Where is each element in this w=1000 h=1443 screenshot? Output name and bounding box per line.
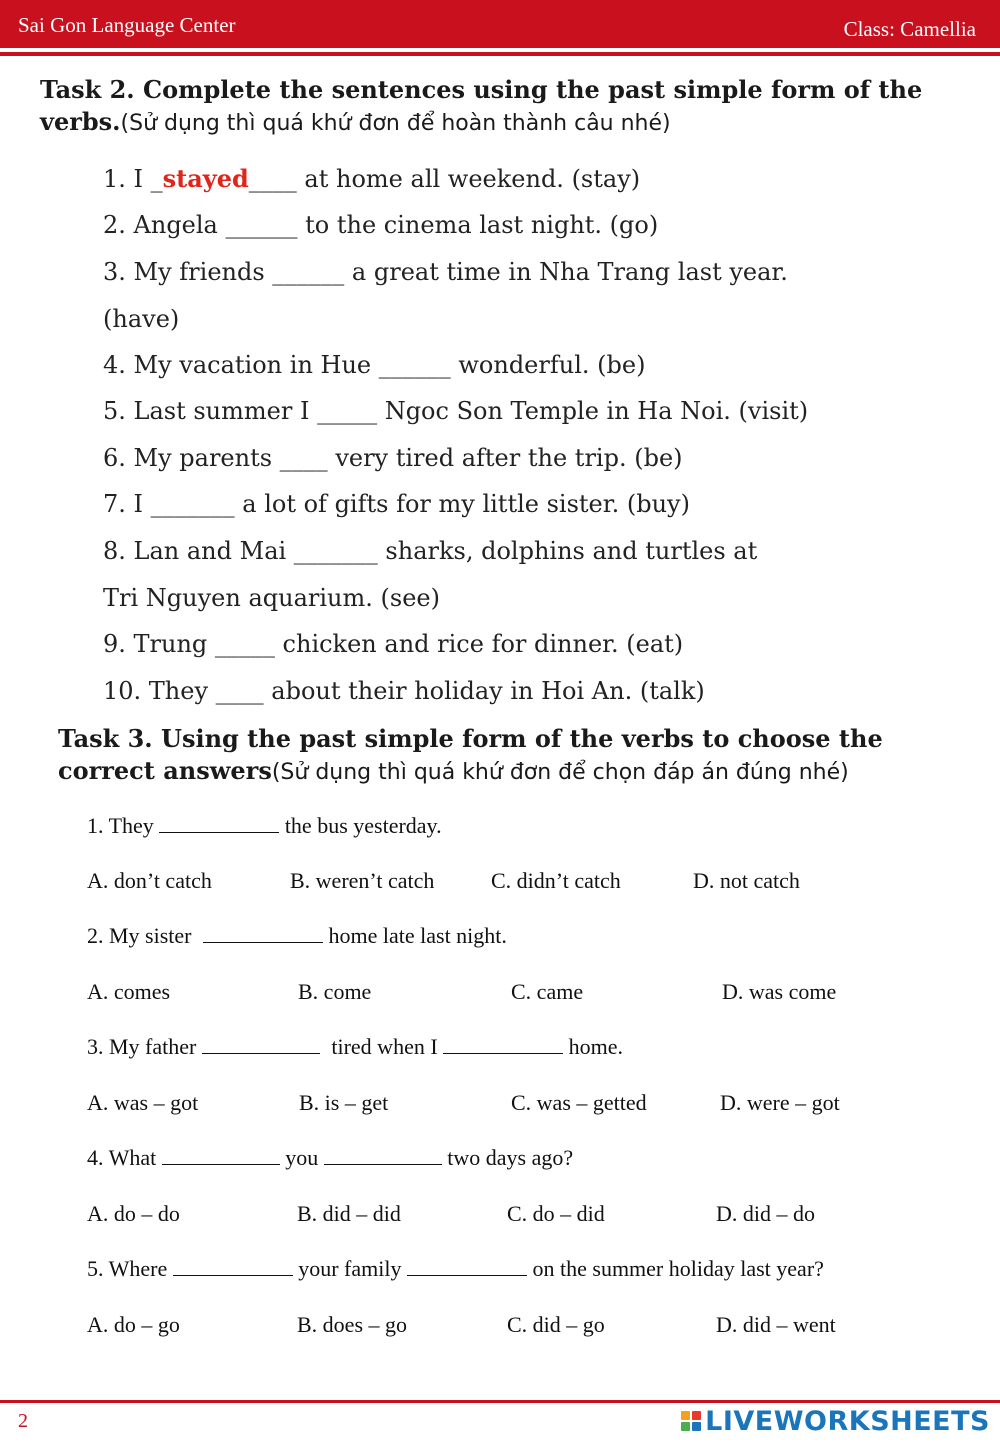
class-name: Class: Camellia [843,17,976,41]
q1-option-b[interactable]: B. weren’t catch [290,868,435,893]
q4-option-c[interactable]: C. do – did [507,1201,605,1226]
task2-item-2[interactable]: 2. Angela ______ to the cinema last night. (go) [103,211,659,239]
task3-title-note: (Sử dụng thì quá khứ đơn để chọn đáp án đúng nhé) [271,760,849,785]
q4-option-b[interactable]: B. did – did [297,1201,401,1226]
task2-item-8[interactable]: 8. Lan and Mai _______ sharks, dolphins and turtles at [103,537,758,565]
q3-option-b[interactable]: B. is – get [299,1090,389,1115]
task2-item-4[interactable]: 4. My vacation in Hue ______ wonderful. (be) [103,351,646,379]
task3-question-1 [87,813,442,839]
q2-option-a[interactable]: A. comes [87,979,171,1004]
task2-title [40,74,940,139]
header-divider [0,52,1000,56]
footer-divider [0,1400,1000,1403]
q2-option-b[interactable]: B. come [298,979,372,1004]
task3-question-3 [87,1034,623,1060]
q1-option-d[interactable]: D. not catch [693,868,800,893]
q4-part-3: two days ago? [447,1145,574,1170]
task2-item-1-prefix: 1. I _ [103,165,163,193]
liveworksheets-logo[interactable] [681,1404,990,1438]
logo-text: LIVEWORKSHEETS [705,1405,990,1437]
task2-item-1 [103,164,640,194]
q5-option-d[interactable]: D. did – went [716,1312,836,1337]
q1-blank-1[interactable] [159,814,279,833]
task3-title-main: Task 3. Using the past simple form of the verbs to choose the correct answers [58,724,883,785]
q1-part-2: the bus yesterday. [284,813,442,838]
task2-item-3-cont: (have) [103,305,180,333]
q5-blank-1[interactable] [173,1257,293,1276]
q2-part-2: home late last night. [328,923,507,948]
q1-option-c[interactable]: C. didn’t catch [491,868,621,893]
q5-part-2: your family [298,1256,402,1281]
q4-blank-1[interactable] [162,1146,280,1165]
q1-part-1: 1. They [87,813,154,838]
q2-option-c[interactable]: C. came [511,979,584,1004]
task2-item-3[interactable]: 3. My friends ______ a great time in Nha Trang last year. [103,258,788,286]
q3-option-d[interactable]: D. were – got [720,1090,840,1115]
task2-item-9[interactable]: 9. Trung _____ chicken and rice for dinner. (eat) [103,630,684,658]
task2-item-7[interactable]: 7. I _______ a lot of gifts for my little sister. (buy) [103,490,690,518]
q4-blank-2[interactable] [324,1146,442,1165]
q3-blank-2[interactable] [443,1035,563,1054]
task2-item-6[interactable]: 6. My parents ____ very tired after the trip. (be) [103,444,683,472]
q2-option-d[interactable]: D. was come [722,979,837,1004]
q3-part-1: 3. My father [87,1034,197,1059]
header-bar [0,0,1000,48]
logo-grid-icon [681,1411,701,1431]
q3-option-c[interactable]: C. was – getted [511,1090,647,1115]
q1-option-a[interactable]: A. don’t catch [87,868,212,893]
school-name: Sai Gon Language Center [18,13,236,37]
task2-item-10[interactable]: 10. They ____ about their holiday in Hoi An. (talk) [103,677,705,705]
task2-item-1-suffix: ____ at home all weekend. (stay) [248,165,641,193]
q2-part-1: 2. My sister [87,923,192,948]
q3-part-3: home. [568,1034,624,1059]
task2-item-8-cont: Tri Nguyen aquarium. (see) [103,584,440,612]
task2-item-1-answer[interactable]: stayed [162,164,249,193]
q5-option-b[interactable]: B. does – go [297,1312,407,1337]
task2-item-5[interactable]: 5. Last summer I _____ Ngoc Son Temple in Ha Noi. (visit) [103,397,809,425]
task3-question-5 [87,1256,824,1282]
q5-part-3: on the summer holiday last year? [532,1256,824,1281]
q3-part-2: tired when I [331,1034,438,1059]
q5-option-a[interactable]: A. do – go [87,1312,180,1337]
q2-blank-1[interactable] [203,924,323,943]
q4-part-1: 4. What [87,1145,157,1170]
task3-title [58,723,978,788]
q4-option-a[interactable]: A. do – do [87,1201,180,1226]
q3-blank-1[interactable] [202,1035,320,1054]
q5-option-c[interactable]: C. did – go [507,1312,605,1337]
task3-question-4 [87,1145,573,1171]
task3-question-2 [87,923,507,949]
q3-option-a[interactable]: A. was – got [87,1090,199,1115]
q5-blank-2[interactable] [407,1257,527,1276]
q4-part-2: you [285,1145,319,1170]
task2-title-note: (Sử dụng thì quá khứ đơn để hoàn thành câu nhé) [120,111,671,136]
q5-part-1: 5. Where [87,1256,168,1281]
q4-option-d[interactable]: D. did – do [716,1201,815,1226]
page-number: 2 [18,1410,28,1432]
task2-title-main: Task 2. Complete the sentences using the past simple form of the verbs. [40,75,923,136]
